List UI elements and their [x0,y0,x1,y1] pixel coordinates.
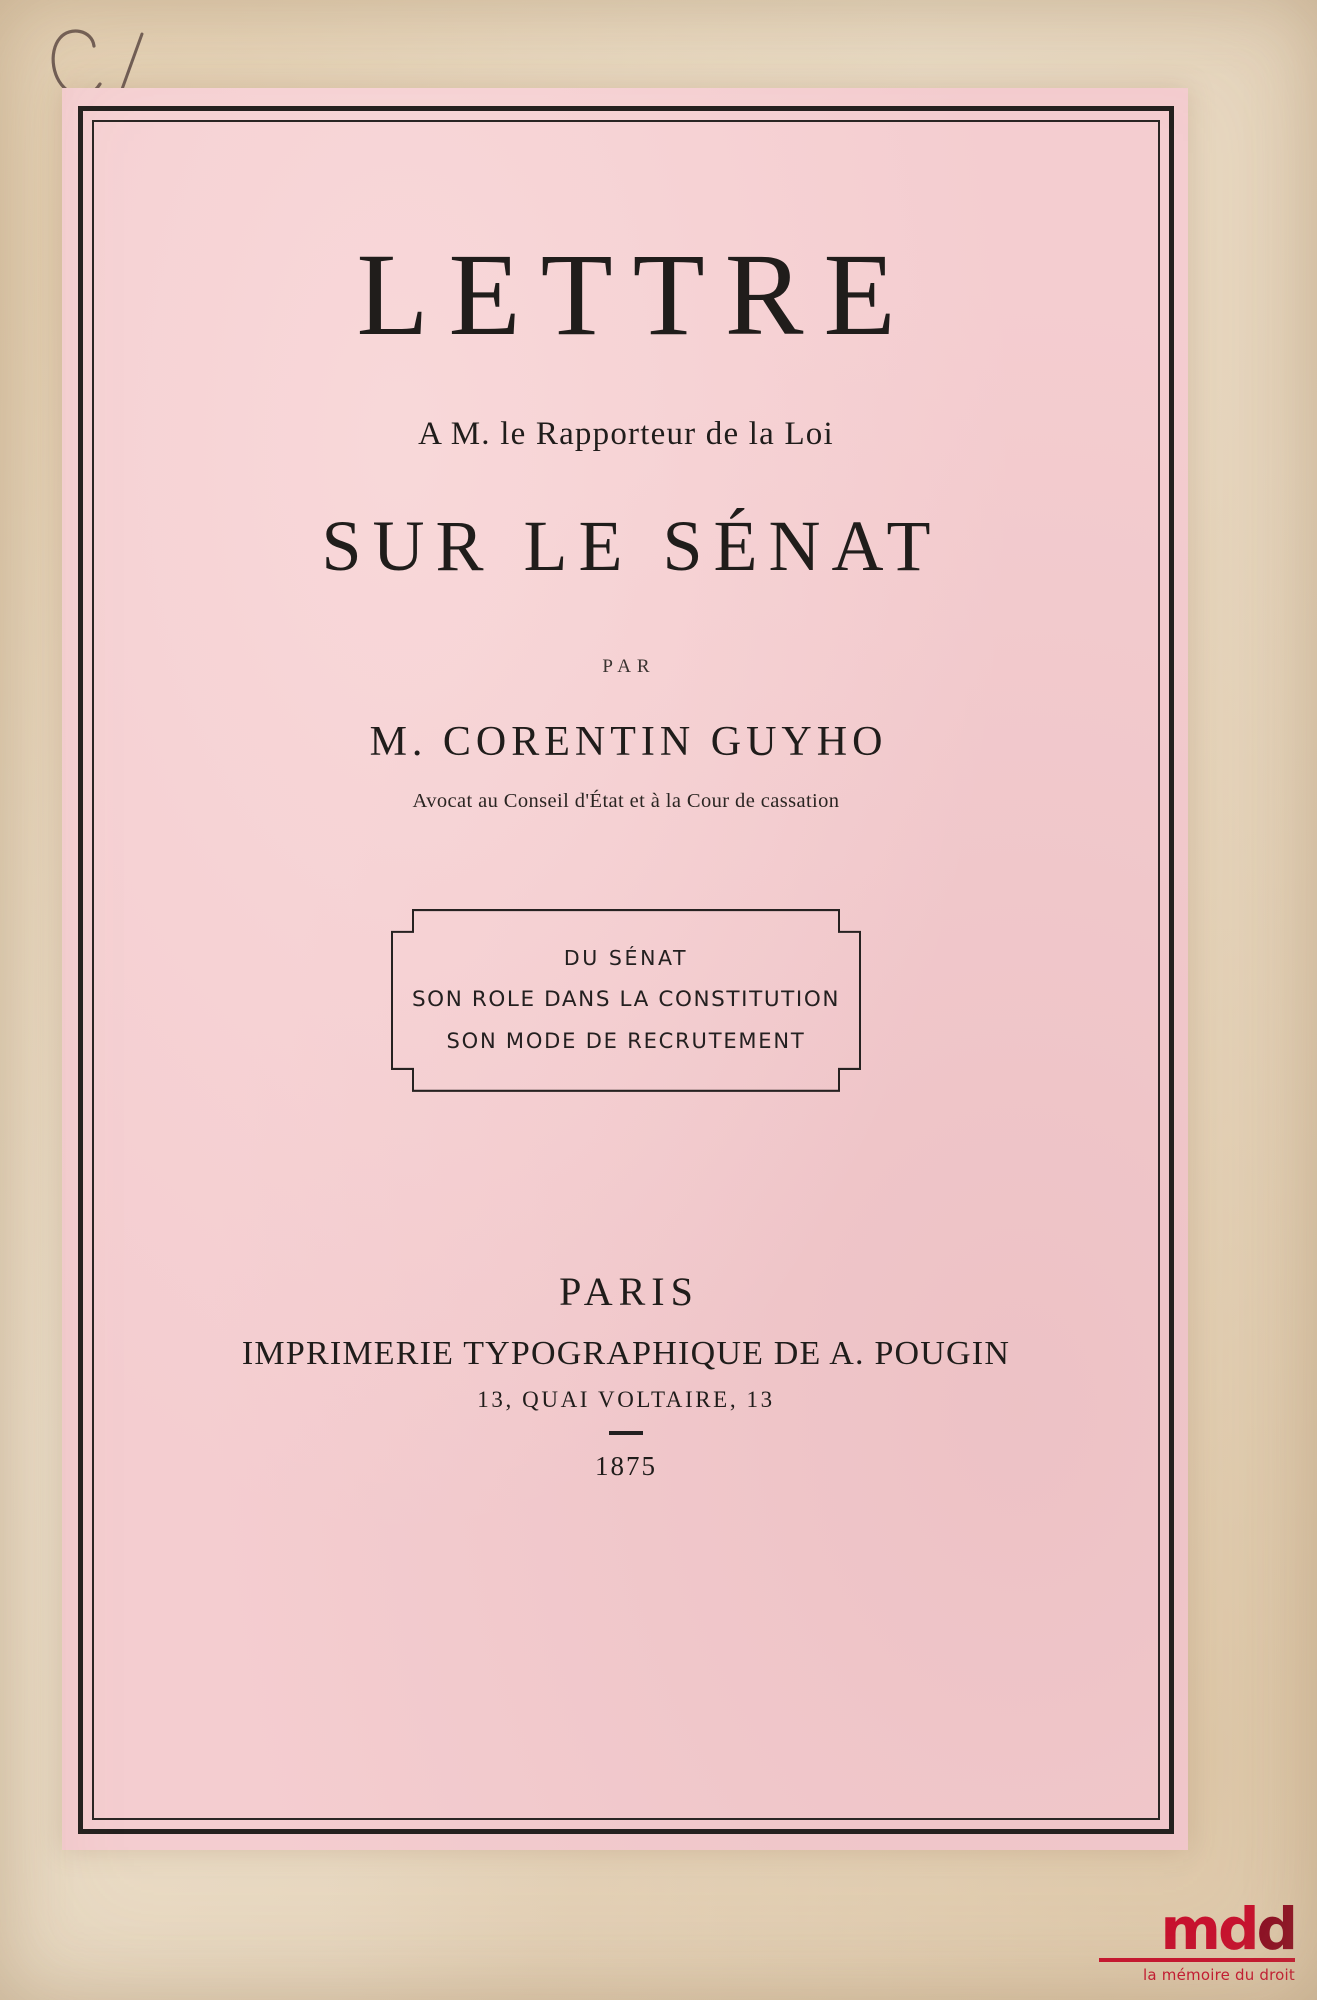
logo-letter-d1: d [1217,1894,1257,1963]
topics-box [391,909,861,1092]
imprint-year: 1875 [595,1450,657,1481]
imprint-city: PARIS [559,1268,699,1314]
page-title: LETTRE [356,229,916,360]
logo-letter-m: m [1160,1894,1218,1963]
author-qualification: Avocat au Conseil d'État et à la Cour de cassation [412,790,840,812]
topic-item: SON MODE DE RECRUTEMENT [446,1028,806,1053]
imprint-divider [609,1431,643,1435]
topics-box-wrapper [92,909,1160,1092]
imprint-block [92,1268,1160,1482]
logo-mark [1160,1894,1296,1963]
author-name: M. CORENTIN GUYHO [369,719,888,765]
title-subtitle: A M. le Rapporteur de la Loi [418,416,834,452]
title-page-content [92,120,1160,1820]
watermark-logo [1099,1894,1295,1984]
imprint-address: 13, QUAI VOLTAIRE, 13 [477,1386,775,1412]
topic-item: SON ROLE DANS LA CONSTITUTION [411,986,841,1012]
imprint-printer: IMPRIMERIE TYPOGRAPHIQUE DE A. POUGIN [241,1334,1011,1372]
logo-letter-d2: d [1256,1894,1295,1963]
topic-item: DU SÉNAT [563,946,689,970]
logo-tagline: la mémoire du droit [1143,1966,1295,1984]
by-label: PAR [602,656,656,677]
title-subject: SUR LE SÉNAT [321,506,942,586]
